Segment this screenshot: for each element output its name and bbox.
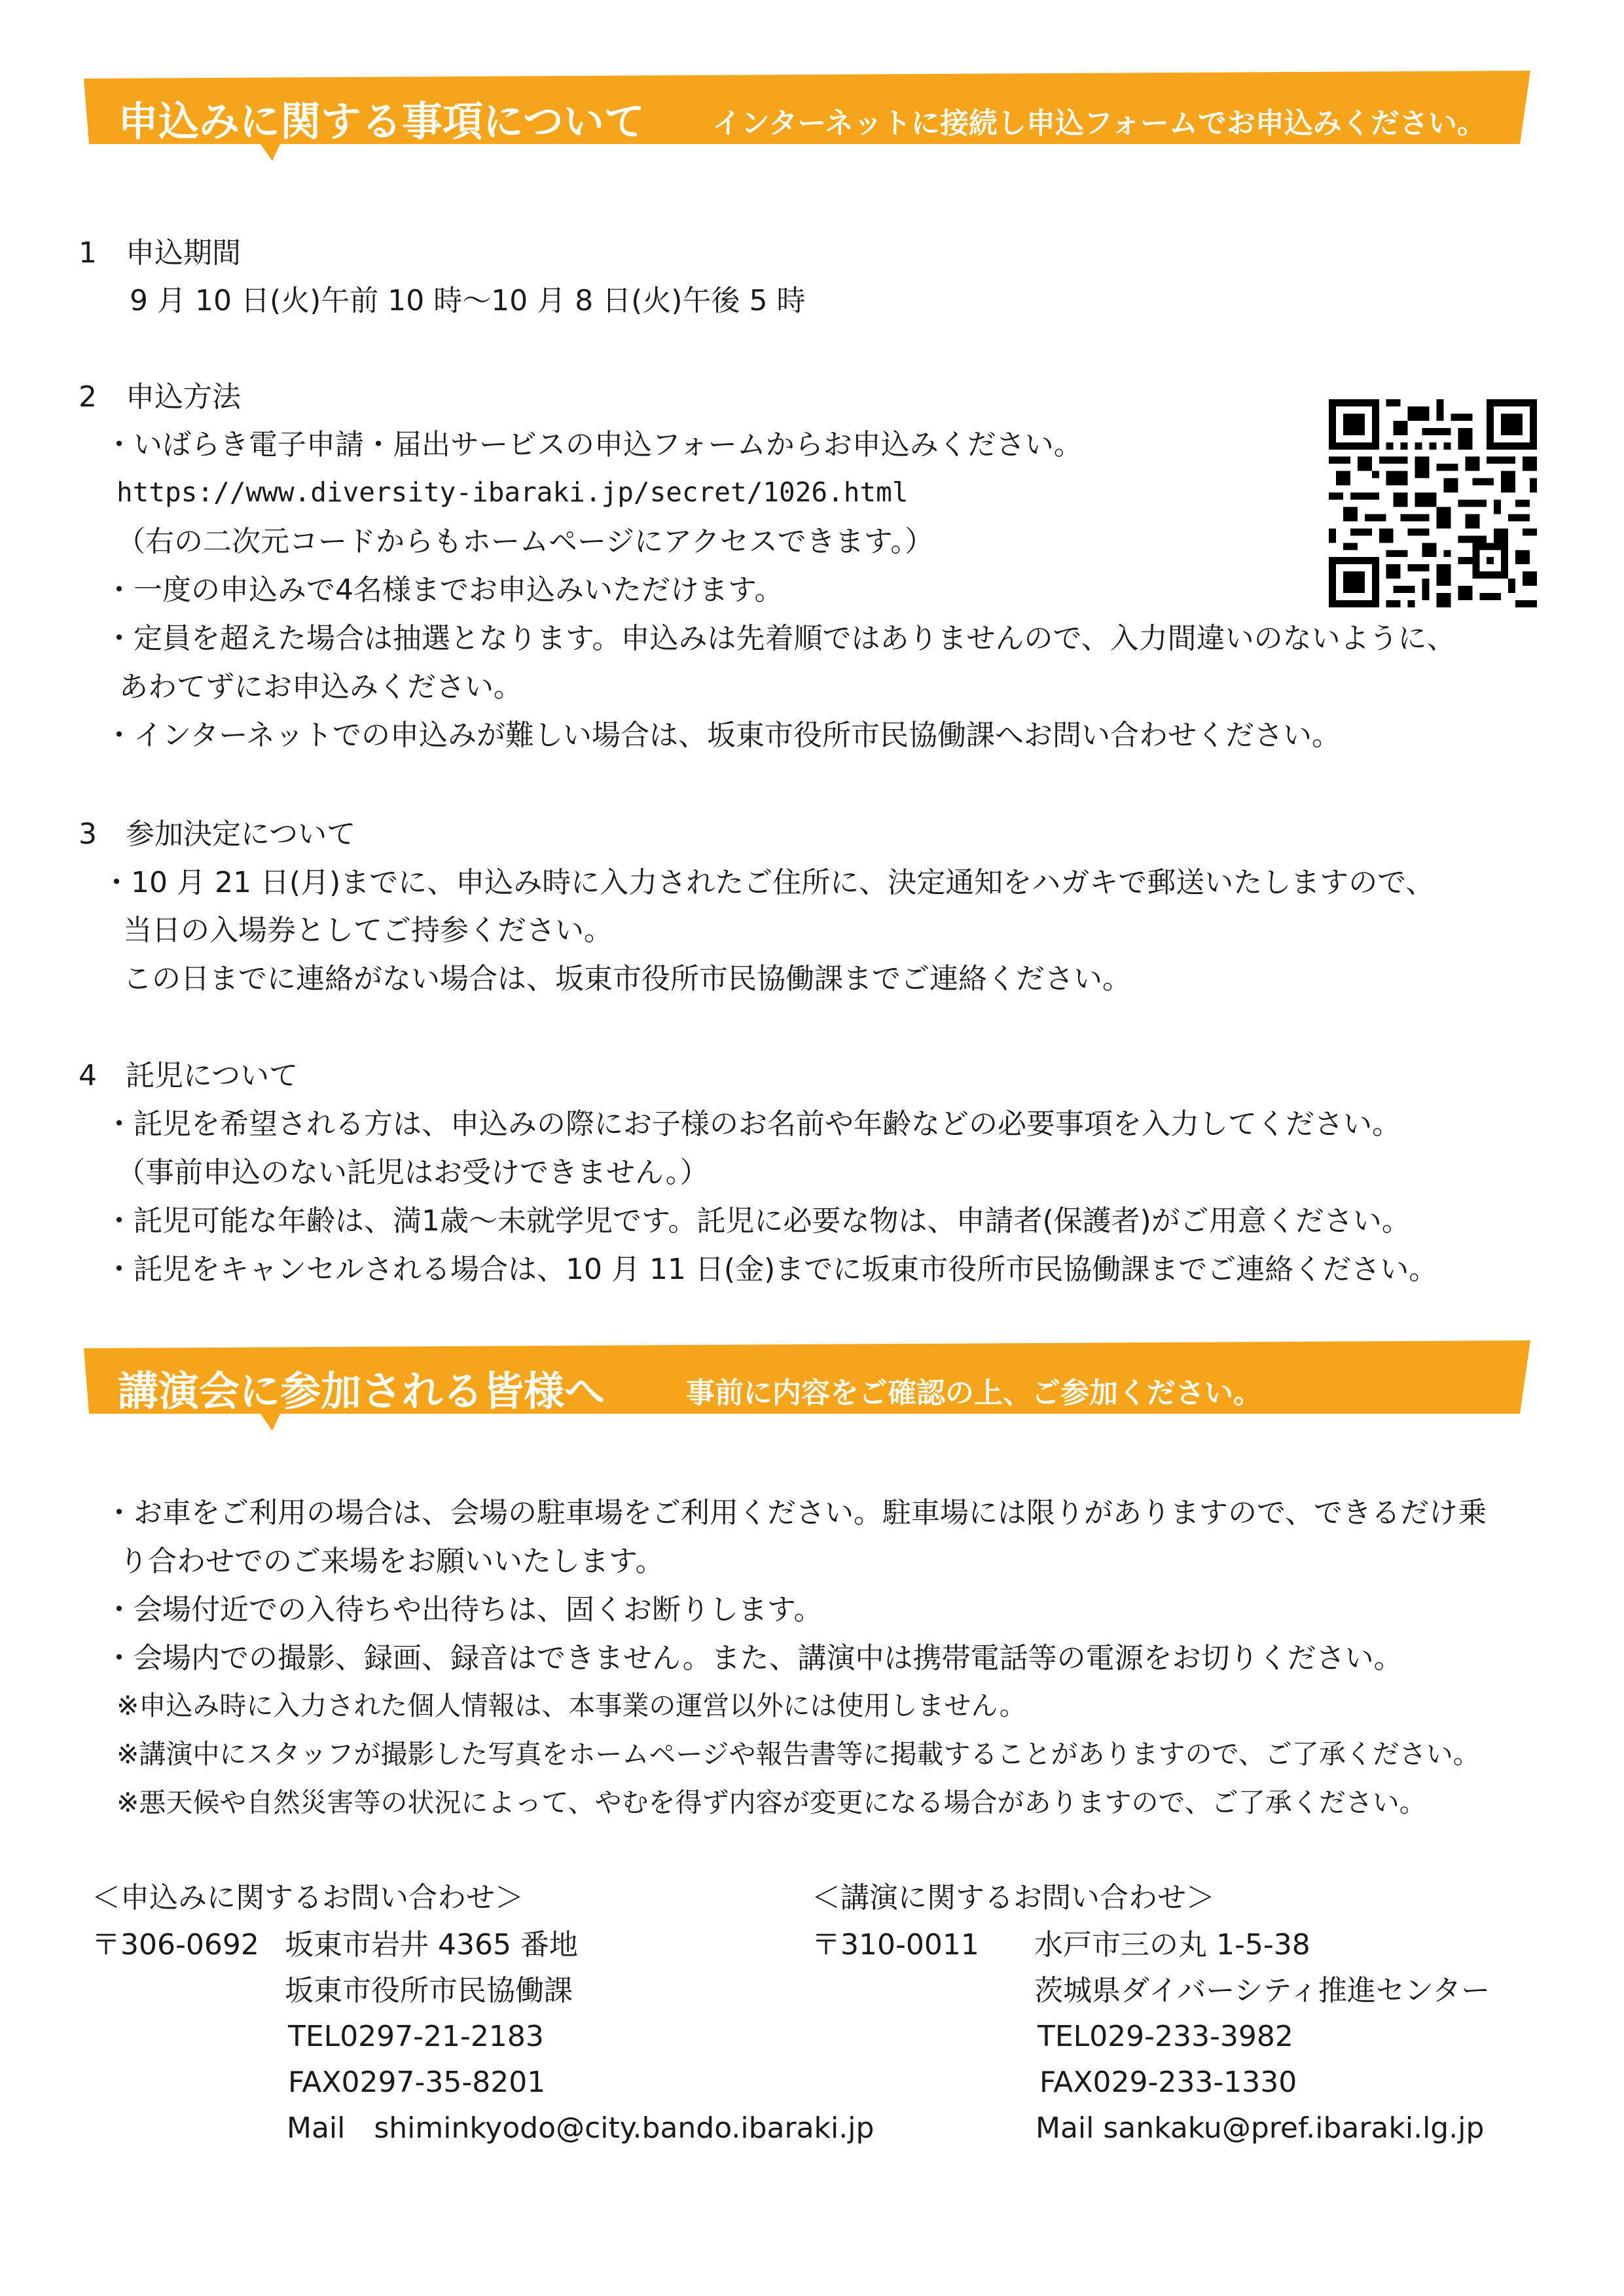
decision-bullet-1: ・10 月 21 日(月)までに、申込み時に入力されたご住所に、決定通知をハガキで郵送いたしますので、 bbox=[102, 866, 1435, 899]
contact-heading: ＜講演に関するお問い合わせ＞ bbox=[812, 1881, 1215, 1914]
qr-note: （右の二次元コードからもホームページにアクセスできます。） bbox=[117, 525, 934, 558]
application-url-link[interactable]: https://www.diversity-ibaraki.jp/secret/1026.html bbox=[117, 476, 909, 508]
section-heading-childcare: 4 託児について bbox=[79, 1059, 298, 1092]
period-text: 9 月 10 日(火)午前 10 時～10 月 8 日(火)午後 5 時 bbox=[130, 284, 806, 317]
contact-org: 茨城県ダイバーシティ推進センター bbox=[1034, 1974, 1490, 2007]
banner-attendees bbox=[84, 1340, 1543, 1445]
decision-bullet-1-cont: 当日の入場券としてご持参ください。 bbox=[123, 914, 613, 947]
section-heading-method: 2 申込方法 bbox=[79, 380, 241, 414]
contact-postal: 〒306-0692 bbox=[92, 1928, 259, 1962]
contact-address: 水戸市三の丸 1-5-38 bbox=[1034, 1928, 1310, 1962]
attendee-bullet-1-cont: り合わせでのご来場をお願いいたします。 bbox=[119, 1545, 664, 1578]
section-heading-decision: 3 参加決定について bbox=[79, 817, 356, 851]
banner-subtitle: 事前に内容をご確認の上、ご参加ください。 bbox=[686, 1376, 1262, 1410]
banner-title: 講演会に参加される皆様へ bbox=[118, 1367, 605, 1415]
method-bullet-1: ・いばらき電子申請・届出サービスの申込フォームからお申込みください。 bbox=[105, 428, 1083, 461]
qr-code-icon[interactable] bbox=[1329, 399, 1537, 607]
banner-title: 申込みに関する事項について bbox=[118, 98, 645, 145]
contact-heading: ＜申込みに関するお問い合わせ＞ bbox=[92, 1881, 524, 1914]
contact-tel: TEL029-233-3982 bbox=[1038, 2020, 1293, 2053]
childcare-bullet-1: ・託児を希望される方は、申込みの際にお子様のお名前や年齢などの必要事項を入力してください。 bbox=[105, 1107, 1401, 1141]
contact-mail-link[interactable]: Mail shiminkyodo@city.bando.ibaraki.jp bbox=[287, 2111, 875, 2145]
attendee-note-2: ※講演中にスタッフが撮影した写真をホームページや報告書等に掲載することがありますので、ご了承ください。 bbox=[117, 1738, 1480, 1770]
contact-mail-link[interactable]: Mail sankaku@pref.ibaraki.lg.jp bbox=[1036, 2111, 1485, 2145]
attendee-bullet-1: ・お車をご利用の場合は、会場の駐車場をご利用ください。駐車場には限りがありますので、できるだけ乗 bbox=[105, 1496, 1487, 1530]
childcare-note: （事前申込のない託児はお受けできません。） bbox=[117, 1156, 709, 1189]
attendee-note-3: ※悪天候や自然災害等の状況によって、やむを得ず内容が変更になる場合がありますので、ご了承ください。 bbox=[117, 1787, 1426, 1818]
method-bullet-2: ・一度の申込みで4名様までお申込みいただけます。 bbox=[105, 573, 784, 607]
contact-org: 坂東市役所市民協働課 bbox=[285, 1974, 573, 2007]
method-bullet-3-cont: あわてずにお申込みください。 bbox=[119, 670, 522, 704]
attendee-bullet-3: ・会場内での撮影、録画、録音はできません。また、講演中は携帯電話等の電源をお切りください。 bbox=[105, 1641, 1403, 1675]
contact-fax: FAX0297-35-8201 bbox=[288, 2066, 546, 2099]
method-bullet-4: ・インターネットでの申込みが難しい場合は、坂東市役所市民協働課へお問い合わせください。 bbox=[105, 719, 1341, 752]
banner-subtitle: インターネットに接続し申込フォームでお申込みください。 bbox=[712, 107, 1486, 140]
childcare-bullet-3: ・託児をキャンセルされる場合は、10 月 11 日(金)までに坂東市役所市民協働課までご連絡ください。 bbox=[105, 1253, 1438, 1286]
contact-tel: TEL0297-21-2183 bbox=[288, 2020, 544, 2053]
decision-bullet-1-note: この日までに連絡がない場合は、坂東市役所市民協働課までご連絡ください。 bbox=[123, 962, 1131, 996]
banner-application bbox=[84, 71, 1543, 175]
contact-postal: 〒310-0011 bbox=[812, 1928, 979, 1962]
section-heading-period: 1 申込期間 bbox=[79, 236, 241, 270]
childcare-bullet-2: ・託児可能な年齢は、満1歳～未就学児です。託児に必要な物は、申請者(保護者)がご用意ください。 bbox=[105, 1204, 1411, 1238]
contact-address: 坂東市岩井 4365 番地 bbox=[285, 1928, 578, 1962]
contact-fax: FAX029-233-1330 bbox=[1039, 2066, 1297, 2099]
attendee-note-1: ※申込み時に入力された個人情報は、本事業の運営以外には使用しません。 bbox=[117, 1690, 1026, 1721]
attendee-bullet-2: ・会場付近での入待ちや出待ちは、固くお断りします。 bbox=[105, 1593, 823, 1626]
method-bullet-3: ・定員を超えた場合は抽選となります。申込みは先着順ではありませんので、入力間違いのないように、 bbox=[105, 622, 1456, 655]
